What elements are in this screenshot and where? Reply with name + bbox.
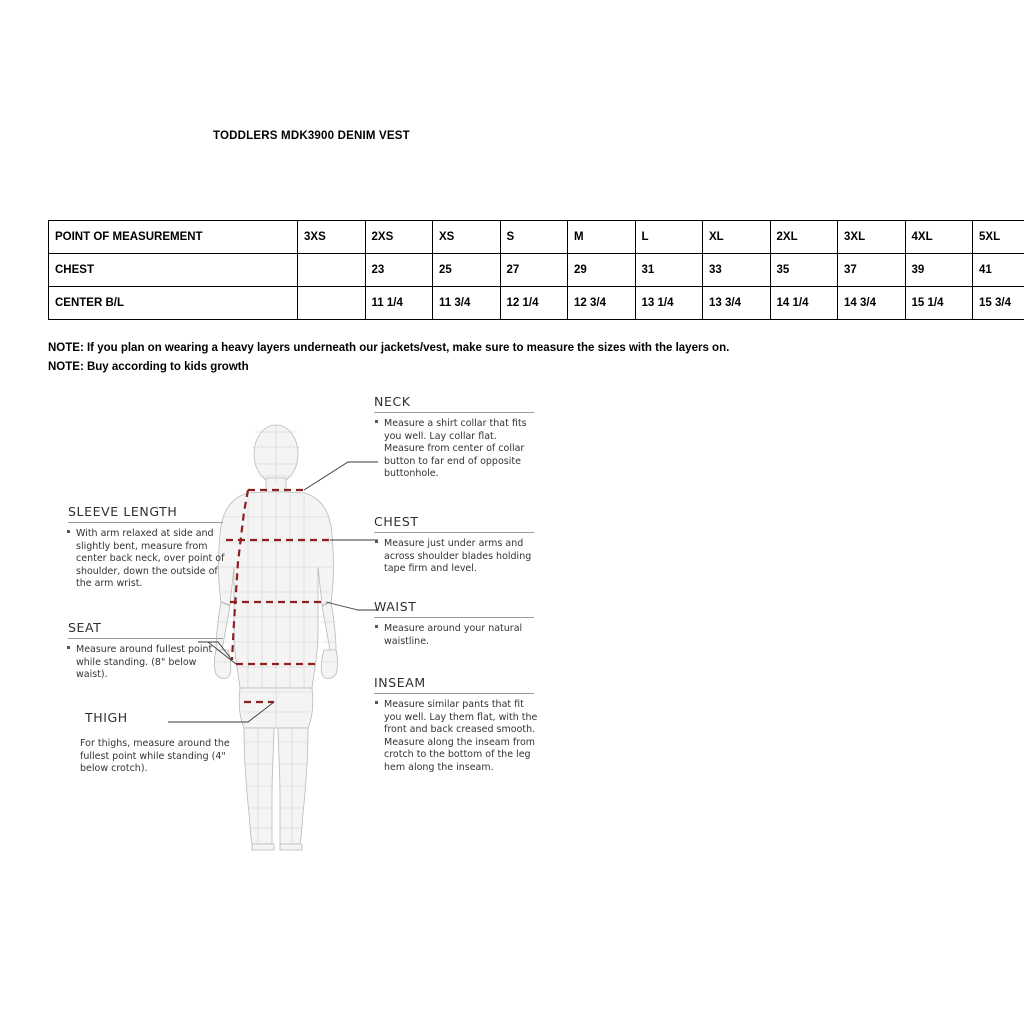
cell-chest-s: 27 <box>500 254 568 287</box>
cell-chest-5xl: 41 <box>973 254 1024 287</box>
row-label-center-bl: CENTER B/L <box>49 287 298 320</box>
column-header-l: L <box>635 221 703 254</box>
text-inseam: Measure similar pants that fit you well. Lay them flat, with the front and back creased smooth. Measure along the inseam from crotch to the bottom of the leg hem along the inseam. <box>384 699 539 774</box>
measurement-figure <box>48 392 544 852</box>
bullet-icon <box>67 646 70 649</box>
cell-chest-3xl: 37 <box>838 254 906 287</box>
cell-centerbl-2xl: 14 1/4 <box>770 287 838 320</box>
cell-chest-2xl: 35 <box>770 254 838 287</box>
cell-chest-xl: 33 <box>703 254 771 287</box>
column-header-2xs: 2XS <box>365 221 433 254</box>
table-row <box>49 254 1024 287</box>
column-header-m: M <box>568 221 636 254</box>
column-header-4xl: 4XL <box>905 221 973 254</box>
cell-centerbl-2xs: 11 1/4 <box>365 287 433 320</box>
note-growth: NOTE: Buy according to kids growth <box>48 361 249 373</box>
cell-centerbl-5xl: 15 3/4 <box>973 287 1024 320</box>
text-chest: Measure just under arms and across shoulder blades holding tape firm and level. <box>384 538 539 576</box>
column-header-2xl: 2XL <box>770 221 838 254</box>
table-row <box>49 287 1024 320</box>
cell-centerbl-4xl: 15 1/4 <box>905 287 973 320</box>
label-chest: CHEST <box>374 514 419 529</box>
text-sleeve-length: With arm relaxed at side and slightly bent, measure from center back neck, over point of shoulder, down the outside of the arm wrist. <box>76 528 226 591</box>
cell-chest-m: 29 <box>568 254 636 287</box>
column-header-5xl: 5XL <box>973 221 1024 254</box>
cell-centerbl-xs: 11 3/4 <box>433 287 501 320</box>
cell-chest-2xs: 23 <box>365 254 433 287</box>
cell-centerbl-m: 12 3/4 <box>568 287 636 320</box>
bullet-icon <box>375 420 378 423</box>
size-chart-table <box>48 220 1024 320</box>
divider-neck <box>374 412 534 413</box>
column-header-3xs: 3XS <box>298 221 366 254</box>
bullet-icon <box>375 701 378 704</box>
divider-sleeve-length <box>68 522 223 523</box>
divider-chest <box>374 532 534 533</box>
note-layers: NOTE: If you plan on wearing a heavy layers underneath our jackets/vest, make sure to measure the sizes with the layers on. <box>48 342 730 354</box>
divider-inseam <box>374 693 534 694</box>
cell-chest-4xl: 39 <box>905 254 973 287</box>
divider-waist <box>374 617 534 618</box>
column-header-point-of-measurement: POINT OF MEASUREMENT <box>49 221 298 254</box>
cell-chest-3xs <box>298 254 366 287</box>
text-thigh: For thighs, measure around the fullest point while standing (4" below crotch). <box>80 738 230 774</box>
column-header-xs: XS <box>433 221 501 254</box>
text-seat: Measure around fullest point while standing. (8" below waist). <box>76 644 226 682</box>
cell-centerbl-s: 12 1/4 <box>500 287 568 320</box>
column-header-xl: XL <box>703 221 771 254</box>
text-waist: Measure around your natural waistline. <box>384 623 539 648</box>
label-neck: NECK <box>374 394 411 409</box>
text-neck: Measure a shirt collar that fits you well. Lay collar flat. Measure from center of collar button to far end of opposite buttonhole. <box>384 418 539 481</box>
label-thigh: THIGH <box>85 710 128 725</box>
cell-centerbl-3xl: 14 3/4 <box>838 287 906 320</box>
bullet-icon <box>67 530 70 533</box>
label-waist: WAIST <box>374 599 417 614</box>
row-label-chest: CHEST <box>49 254 298 287</box>
column-header-s: S <box>500 221 568 254</box>
cell-chest-xs: 25 <box>433 254 501 287</box>
column-header-3xl: 3XL <box>838 221 906 254</box>
page-title: TODDLERS MDK3900 DENIM VEST <box>213 130 410 142</box>
bullet-icon <box>375 625 378 628</box>
cell-chest-l: 31 <box>635 254 703 287</box>
cell-centerbl-l: 13 1/4 <box>635 287 703 320</box>
bullet-icon <box>375 540 378 543</box>
label-seat: SEAT <box>68 620 102 635</box>
label-inseam: INSEAM <box>374 675 426 690</box>
table-header-row <box>49 221 1024 254</box>
divider-seat <box>68 638 223 639</box>
cell-centerbl-3xs <box>298 287 366 320</box>
cell-centerbl-xl: 13 3/4 <box>703 287 771 320</box>
label-sleeve-length: SLEEVE LENGTH <box>68 504 178 519</box>
